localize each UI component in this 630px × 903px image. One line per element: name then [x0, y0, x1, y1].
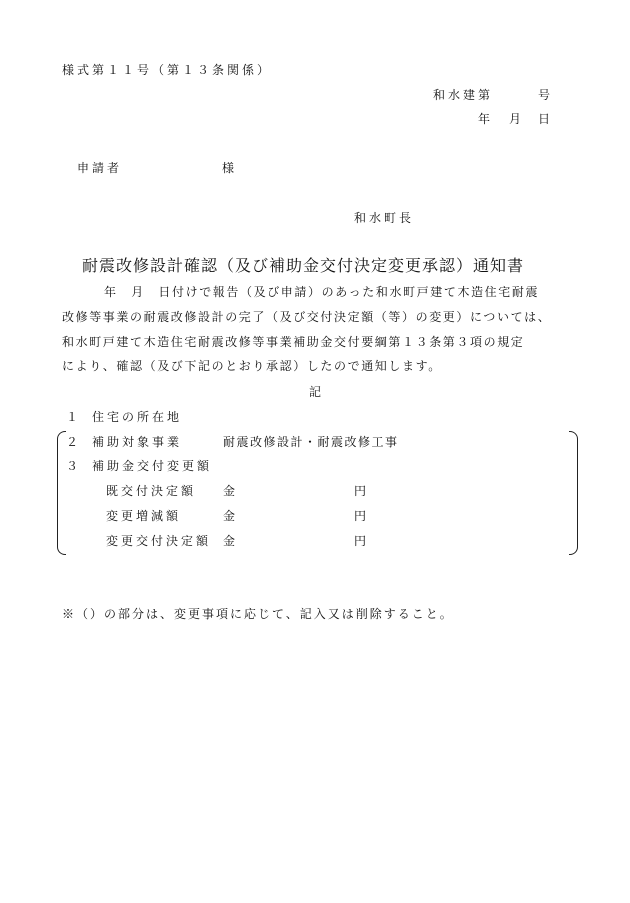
amount-label: 既交付決定額: [106, 484, 197, 498]
amount-label: 変更交付決定額: [106, 534, 212, 548]
date-day: 日: [538, 112, 551, 126]
item-1-label: 住宅の所在地: [92, 410, 183, 424]
date-year: 年: [478, 112, 491, 126]
date-month: 月: [509, 112, 522, 126]
body-line-4: により、確認（及び下記のとおり承認）したので通知します。: [62, 359, 442, 373]
issuer: 和水町長: [354, 211, 415, 225]
footnote: ※（）の部分は、変更事項に応じて、記入又は削除すること。: [62, 607, 454, 621]
ki-heading: 記: [309, 385, 322, 399]
amount-currency: 金: [223, 509, 236, 523]
amount-unit: 円: [354, 509, 367, 523]
reference-suffix: 号: [538, 88, 551, 102]
amount-currency: 金: [223, 534, 236, 548]
item-3-number: ３: [66, 459, 79, 473]
amount-label: 変更増減額: [106, 509, 182, 523]
reference-prefix: 和水建第: [433, 88, 494, 102]
amount-unit: 円: [354, 484, 367, 498]
body-line-2: 改修等事業の耐震改修設計の完了（及び交付決定額（等）の変更）については、: [62, 310, 552, 324]
form-number: 様式第１１号（第１３条関係）: [62, 63, 273, 77]
item-1-number: １: [66, 410, 79, 424]
body-line-1: 年 月 日付けで報告（及び申請）のあった和水町戸建て木造住宅耐震: [104, 285, 540, 299]
applicant-honorific: 様: [222, 161, 235, 175]
amount-unit: 円: [354, 534, 367, 548]
item-2-value: 耐震改修設計・耐震改修工事: [223, 435, 399, 449]
item-2-number: ２: [66, 435, 79, 449]
document-title: 耐震改修設計確認（及び補助金交付決定変更承認）通知書: [82, 256, 525, 275]
applicant-label: 申請者: [77, 161, 123, 175]
bracket-left: [57, 431, 66, 555]
item-3-label: 補助金交付変更額: [92, 459, 213, 473]
item-2-label: 補助対象事業: [92, 435, 183, 449]
bracket-right: [569, 431, 578, 555]
body-line-3: 和水町戸建て木造住宅耐震改修等事業補助金交付要綱第１３条第３項の規定: [62, 335, 525, 349]
amount-currency: 金: [223, 484, 236, 498]
